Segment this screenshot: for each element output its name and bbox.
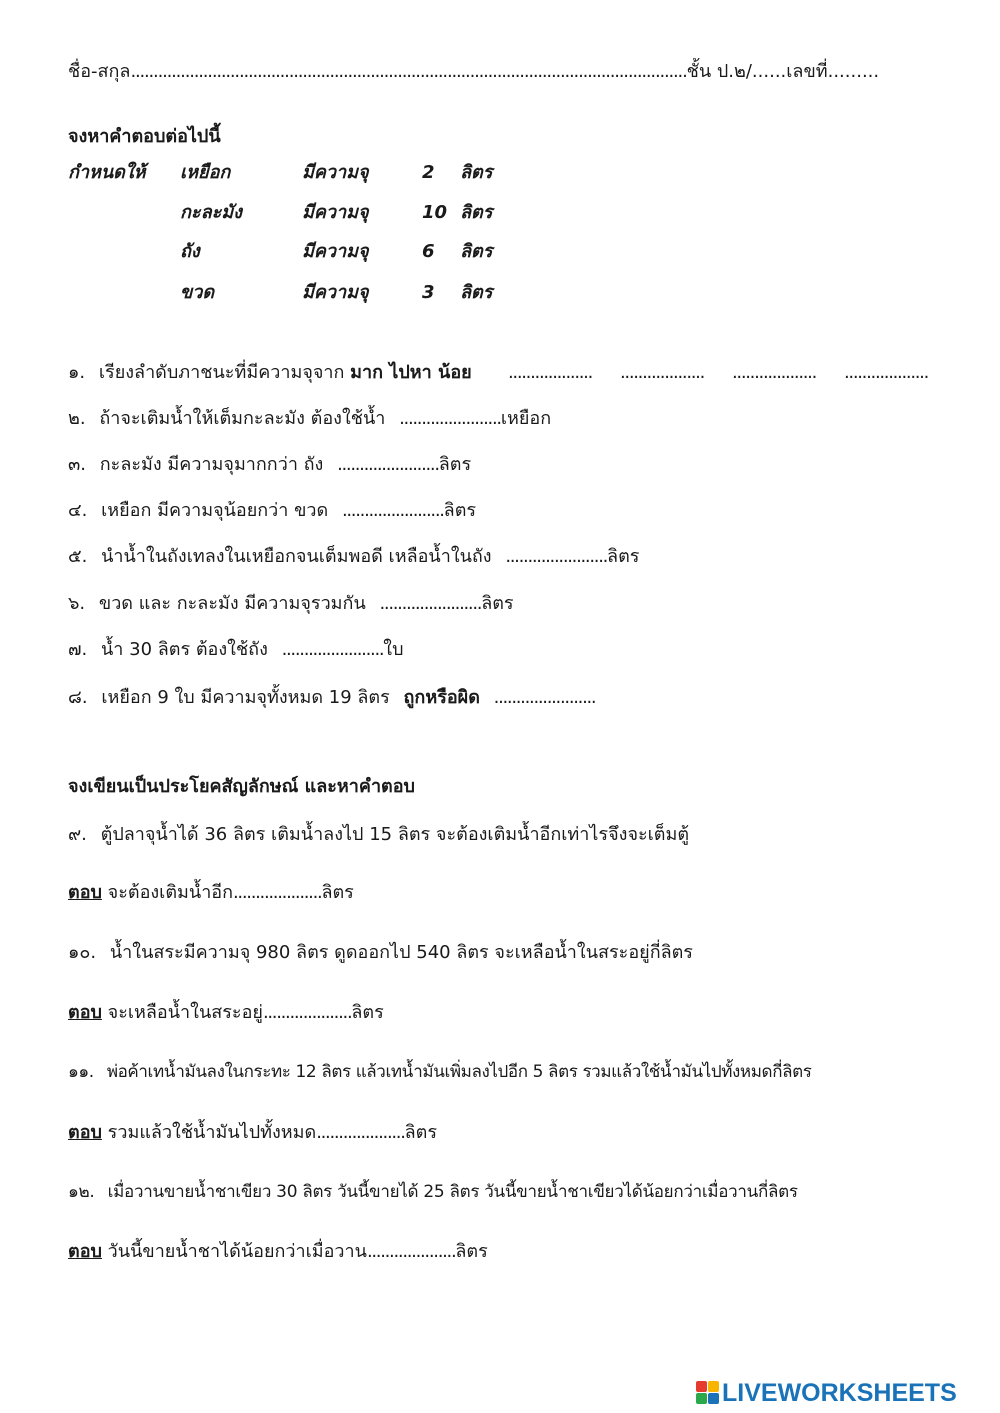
given-item-value: 2 <box>422 162 435 183</box>
given-item-cap-label: มีความจุ <box>302 202 369 223</box>
answer-blank[interactable]: ....................... <box>505 546 608 567</box>
question-12 <box>68 1184 798 1201</box>
answer-blank[interactable]: ....................... <box>281 639 384 660</box>
answer-unit: ลิตร <box>404 1122 438 1143</box>
answer-label: ตอบ <box>68 1241 102 1262</box>
answer-unit: ลิตร <box>607 546 640 567</box>
answer-12 <box>68 1243 488 1261</box>
answer-blank[interactable]: ....................... <box>337 454 439 475</box>
question-text: เรียงลำดับภาชนะที่มีความจุจาก <box>98 362 345 383</box>
q1-blank-2[interactable]: ................... <box>620 362 705 383</box>
given-item-name: ถัง <box>180 241 200 262</box>
logo-grid-icon <box>696 1381 720 1405</box>
name-dots: ........................................................................................................................... <box>130 61 687 82</box>
question-number: ๙. <box>68 824 87 845</box>
question-number: ๑๒. <box>68 1182 95 1202</box>
question-text: ตู้ปลาจุน้ำได้ 36 ลิตร เติมน้ำลงไป 15 ลิตร จะต้องเติมน้ำอีกเท่าไรจึงจะเต็มตู้ <box>100 824 690 845</box>
answer-blank[interactable]: .................... <box>366 1241 456 1262</box>
section1-title: จงหาคำตอบต่อไปนี้ <box>68 126 221 147</box>
question-number: ๒. <box>68 408 86 429</box>
q1-blank-4[interactable]: ................... <box>844 362 929 383</box>
given-item-cap-label: มีความจุ <box>302 162 369 183</box>
question-4 <box>68 502 476 520</box>
answer-label: ตอบ <box>68 882 102 903</box>
question-emphasis: มาก ไปหา น้อย <box>350 362 472 383</box>
given-item-unit: ลิตร <box>460 202 493 223</box>
given-item-name: ขวด <box>180 282 215 303</box>
question-text: พ่อค้าเทน้ำมันลงในกระทะ 12 ลิตร แล้วเทน้ำมันเพิ่มลงไปอีก 5 ลิตร รวมแล้วใช้น้ำมันไปทั้งหมดกี่ลิตร <box>106 1062 812 1082</box>
q1-blank-1[interactable]: ................... <box>508 362 593 383</box>
answer-unit: ใบ <box>383 639 404 660</box>
name-line[interactable] <box>68 63 879 81</box>
question-text: น้ำในสระมีความจุ 980 ลิตร ดูดออกไป 540 ลิตร จะเหลือน้ำในสระอยู่กี่ลิตร <box>109 942 693 963</box>
liveworksheets-logo[interactable] <box>696 1380 957 1406</box>
given-item-unit: ลิตร <box>460 162 493 183</box>
question-1 <box>68 364 472 382</box>
question-number: ๑๑. <box>68 1062 94 1082</box>
answer-blank[interactable]: .................... <box>233 882 322 903</box>
answer-text: วันนี้ขายน้ำชาได้น้อยกว่าเมื่อวาน <box>107 1241 367 1262</box>
question-number: ๑๐. <box>68 942 97 963</box>
answer-unit: ลิตร <box>321 882 354 903</box>
answer-text: รวมแล้วใช้น้ำมันไปทั้งหมด <box>107 1122 317 1143</box>
given-item-value: 6 <box>422 241 435 262</box>
question-text: กะละมัง มีความจุมากกว่า ถัง <box>99 454 324 475</box>
given-item-value: 10 <box>422 202 448 223</box>
answer-blank[interactable]: ....................... <box>379 593 482 614</box>
question-text: ขวด และ กะละมัง มีความจุรวมกัน <box>98 593 366 614</box>
given-item-name: กะละมัง <box>180 202 242 223</box>
answer-label: ตอบ <box>68 1002 102 1023</box>
answer-unit: ลิตร <box>443 500 477 521</box>
answer-blank[interactable]: ....................... <box>493 687 596 708</box>
given-item-cap-label: มีความจุ <box>302 241 369 262</box>
given-item-value: 3 <box>422 282 435 303</box>
section2-title: จงเขียนเป็นประโยคสัญลักษณ์ และหาคำตอบ <box>68 776 415 797</box>
question-text: เหยือก 9 ใบ มีความจุทั้งหมด 19 ลิตร <box>101 687 390 708</box>
question-text: เหยือก มีความจุน้อยกว่า ขวด <box>101 500 329 521</box>
question-number: ๔. <box>68 500 88 521</box>
answer-11 <box>68 1124 437 1142</box>
name-label: ชื่อ-สกุล <box>68 61 131 82</box>
question-2 <box>68 410 551 428</box>
false-label: ผิด <box>457 687 480 708</box>
answer-unit: ลิตร <box>438 454 472 475</box>
question-number: ๖. <box>68 593 86 614</box>
given-item-cap-label: มีความจุ <box>302 282 369 303</box>
answer-unit: เหยือก <box>500 408 552 429</box>
answer-unit: ลิตร <box>351 1002 384 1023</box>
answer-text: จะต้องเติมน้ำอีก <box>107 882 234 903</box>
question-number: ๑. <box>68 362 86 383</box>
answer-10 <box>68 1004 384 1022</box>
question-11 <box>68 1064 811 1081</box>
given-item-name: เหยือก <box>180 162 231 183</box>
answer-unit: ลิตร <box>455 1241 488 1262</box>
answer-blank[interactable]: .................... <box>316 1122 405 1143</box>
question-text: นำน้ำในถังเทลงในเหยือกจนเต็มพอดี เหลือน้ำในถัง <box>101 546 492 567</box>
question-9 <box>68 826 689 844</box>
question-10 <box>68 944 693 962</box>
question-number: ๘. <box>68 687 88 708</box>
answer-blank[interactable]: .................... <box>262 1002 352 1023</box>
answer-text: จะเหลือน้ำในสระอยู่ <box>107 1002 263 1023</box>
question-7 <box>68 641 404 659</box>
given-label: กำหนดให้ <box>68 162 146 183</box>
question-text: น้ำ 30 ลิตร ต้องใช้ถัง <box>101 639 268 660</box>
question-text: เมื่อวานขายน้ำชาเขียว 30 ลิตร วันนี้ขายได้ 25 ลิตร วันนี้ขายน้ำชาเขียวได้น้อยกว่าเมื่อวานกี่ลิตร <box>107 1182 798 1202</box>
q1-blank-3[interactable]: ................... <box>732 362 817 383</box>
question-3 <box>68 456 471 474</box>
question-text: ถ้าจะเติมน้ำให้เต็มกะละมัง ต้องใช้น้ำ <box>99 408 386 429</box>
answer-blank[interactable]: ....................... <box>341 500 444 521</box>
question-number: ๓. <box>68 454 87 475</box>
answer-blank[interactable]: ....................... <box>399 408 501 429</box>
logo-text: LIVEWORKSHEETS <box>722 1378 957 1407</box>
given-item-unit: ลิตร <box>460 282 493 303</box>
answer-9 <box>68 884 354 902</box>
given-item-unit: ลิตร <box>460 241 493 262</box>
question-6 <box>68 595 514 613</box>
class-number-label: ชั้น ป.๒/......เลขที่......... <box>686 61 880 82</box>
question-8 <box>68 689 595 707</box>
answer-unit: ลิตร <box>481 593 514 614</box>
question-number: ๕. <box>68 546 88 567</box>
question-5 <box>68 548 639 566</box>
true-or-label: ถูกหรือ <box>403 687 458 708</box>
question-number: ๗. <box>68 639 88 660</box>
answer-label: ตอบ <box>68 1122 102 1143</box>
